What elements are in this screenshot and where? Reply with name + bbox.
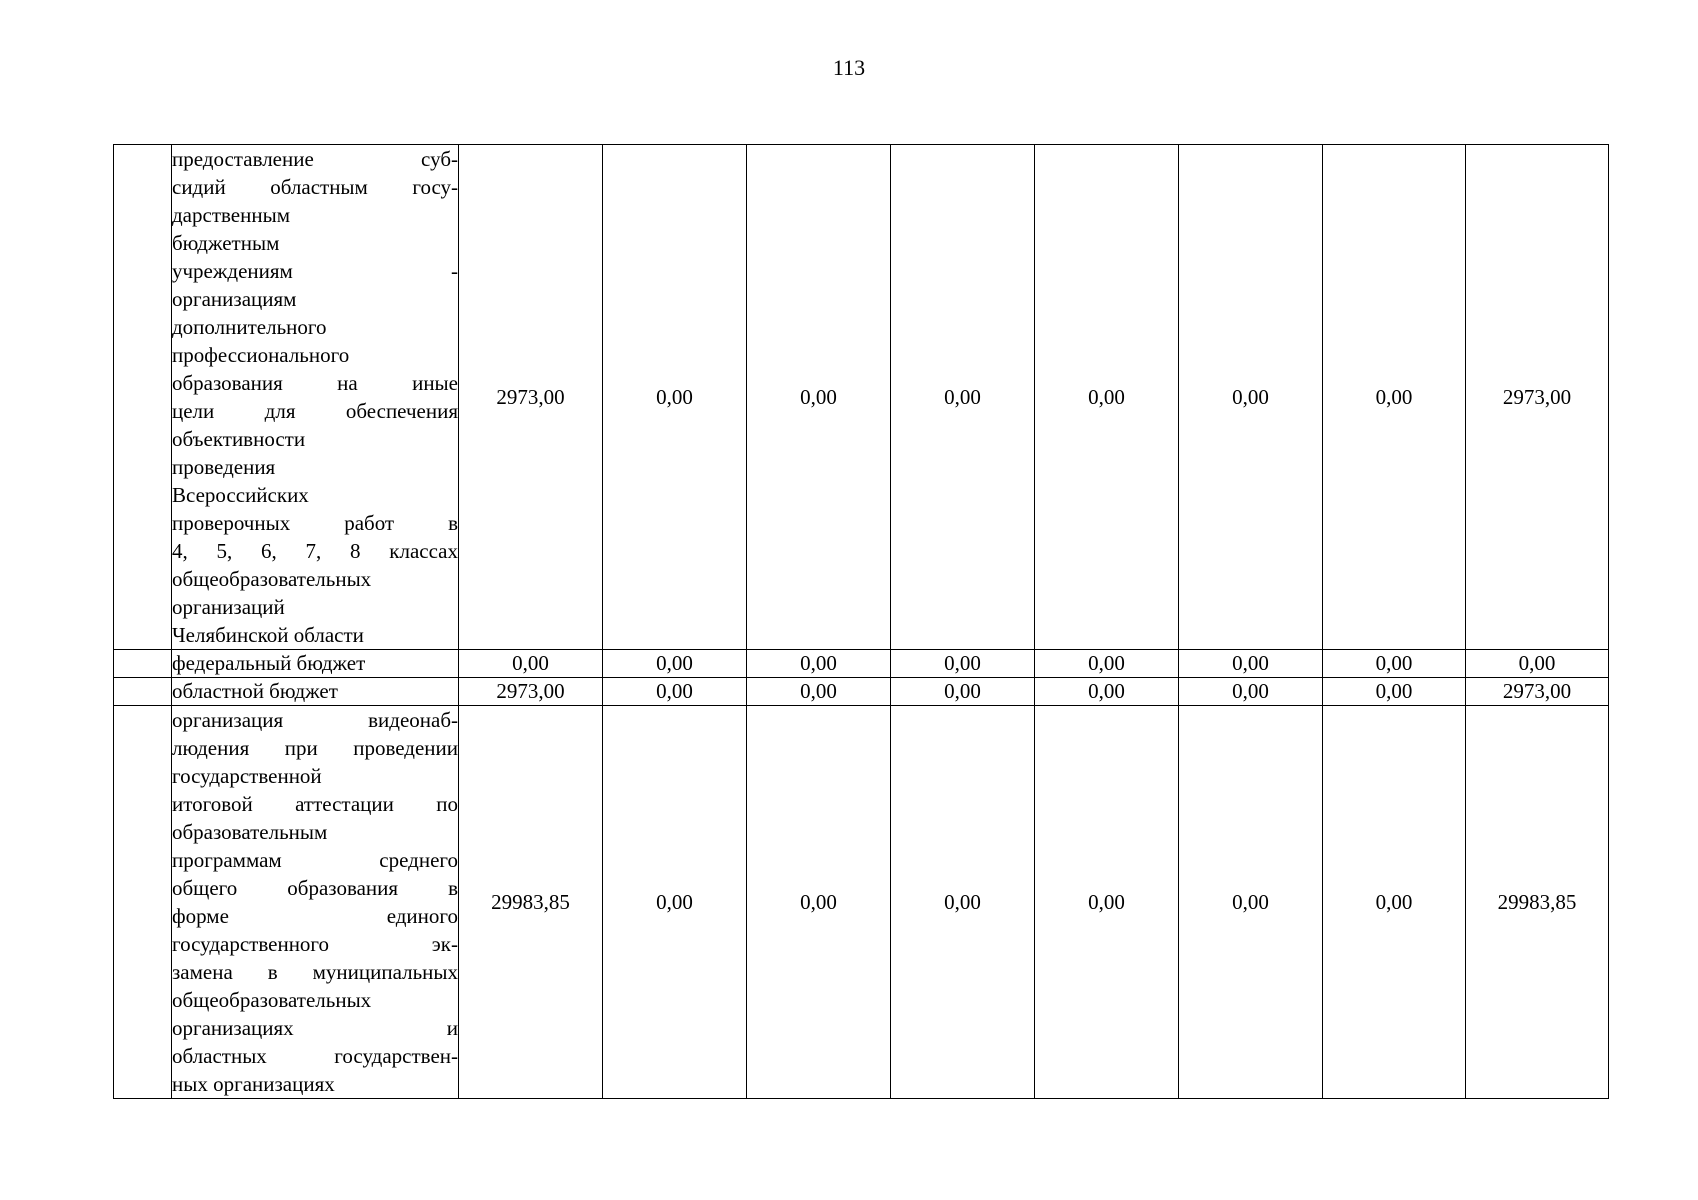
value-cell: 0,00 xyxy=(891,706,1035,1099)
description-line: государственного эк- xyxy=(172,932,458,956)
total-cell: 2973,00 xyxy=(1466,145,1609,650)
value-cell: 0,00 xyxy=(891,678,1035,706)
value-cell: 0,00 xyxy=(603,145,747,650)
description-line: программам среднего xyxy=(172,848,458,872)
description-line: предоставление суб- xyxy=(172,147,458,171)
row-number-cell xyxy=(114,678,172,706)
value-cell: 2973,00 xyxy=(459,145,603,650)
description-line: бюджетным xyxy=(172,231,280,255)
description-cell: федеральный бюджет xyxy=(172,650,459,678)
description-line: организациях и xyxy=(172,1016,458,1040)
description-line: образования на иные xyxy=(172,371,458,395)
value-cell: 0,00 xyxy=(603,706,747,1099)
value-cell: 0,00 xyxy=(1035,706,1179,1099)
value-cell: 0,00 xyxy=(747,650,891,678)
value-cell: 0,00 xyxy=(1323,650,1466,678)
description-line: организация видеонаб- xyxy=(172,708,458,732)
value-cell: 0,00 xyxy=(1179,650,1323,678)
total-cell: 29983,85 xyxy=(1466,706,1609,1099)
description-line: общего образования в xyxy=(172,876,458,900)
description-line: профессионального xyxy=(172,343,350,367)
table-row xyxy=(114,650,1609,678)
row-number-cell xyxy=(114,650,172,678)
value-cell: 29983,85 xyxy=(459,706,603,1099)
value-cell: 0,00 xyxy=(891,145,1035,650)
value-cell: 0,00 xyxy=(1323,678,1466,706)
table-row xyxy=(114,678,1609,706)
description-line: дополнительного xyxy=(172,315,327,339)
value-cell: 0,00 xyxy=(603,678,747,706)
value-cell: 0,00 xyxy=(1179,678,1323,706)
description-line: областных государствен- xyxy=(172,1044,458,1068)
value-cell: 0,00 xyxy=(891,650,1035,678)
description-line: проверочных работ в xyxy=(172,511,458,535)
value-cell: 0,00 xyxy=(459,650,603,678)
description-cell xyxy=(172,145,459,650)
description-line: Челябинской области xyxy=(172,623,364,647)
description-line: замена в муниципальных xyxy=(172,960,458,984)
description-line: форме единого xyxy=(172,904,458,928)
total-cell: 2973,00 xyxy=(1466,678,1609,706)
description-line: общеобразовательных xyxy=(172,988,372,1012)
value-cell: 0,00 xyxy=(1323,706,1466,1099)
budget-table xyxy=(113,144,1609,1099)
value-cell: 2973,00 xyxy=(459,678,603,706)
value-cell: 0,00 xyxy=(747,678,891,706)
description-line: организациям xyxy=(172,287,297,311)
description-line: сидий областным госу- xyxy=(172,175,458,199)
value-cell: 0,00 xyxy=(747,706,891,1099)
description-line: организаций xyxy=(172,595,285,619)
table-row xyxy=(114,706,1609,1099)
value-cell: 0,00 xyxy=(603,650,747,678)
description-line: 4, 5, 6, 7, 8 классах xyxy=(172,539,458,563)
description-line: Всероссийских xyxy=(172,483,309,507)
page-number: 113 xyxy=(832,55,866,80)
description-cell: областной бюджет xyxy=(172,678,459,706)
description-line: общеобразовательных xyxy=(172,567,372,591)
description-line: ных организациях xyxy=(172,1072,335,1096)
value-cell: 0,00 xyxy=(1035,145,1179,650)
description-line: объективности xyxy=(172,427,306,451)
value-cell: 0,00 xyxy=(1035,678,1179,706)
description-line: цели для обеспечения xyxy=(172,399,458,423)
value-cell: 0,00 xyxy=(747,145,891,650)
description-line: итоговой аттестации по xyxy=(172,792,458,816)
value-cell: 0,00 xyxy=(1179,706,1323,1099)
description-line: проведения xyxy=(172,455,276,479)
row-number-cell xyxy=(114,145,172,650)
total-cell: 0,00 xyxy=(1466,650,1609,678)
description-line: образовательным xyxy=(172,820,328,844)
description-line: дарственным xyxy=(172,203,290,227)
value-cell: 0,00 xyxy=(1035,650,1179,678)
description-line: учреждениям - xyxy=(172,259,458,283)
description-line: людения при проведении xyxy=(172,736,458,760)
value-cell: 0,00 xyxy=(1179,145,1323,650)
description-cell xyxy=(172,706,459,1099)
row-number-cell xyxy=(114,706,172,1099)
value-cell: 0,00 xyxy=(1323,145,1466,650)
description-line: государственной xyxy=(172,764,322,788)
table-row xyxy=(114,145,1609,650)
